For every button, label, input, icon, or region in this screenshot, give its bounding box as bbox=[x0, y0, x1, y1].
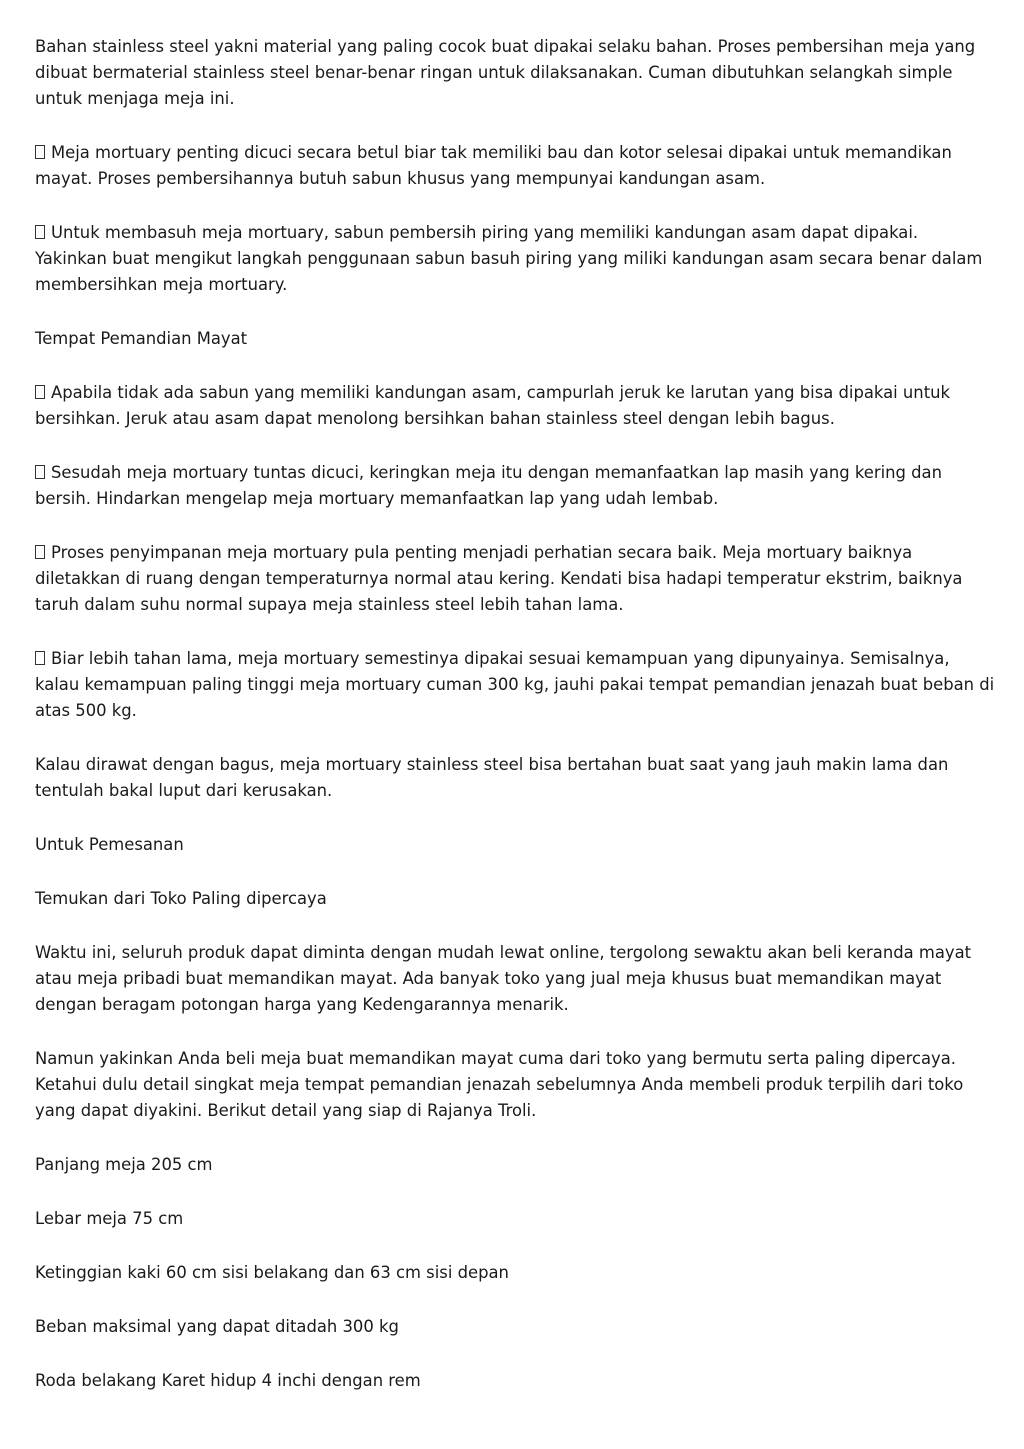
section-heading: Temukan dari Toko Paling dipercaya bbox=[35, 889, 327, 908]
bullet-box-icon bbox=[35, 385, 45, 399]
spec-item: Roda belakang Karet hidup 4 inchi dengan rem bbox=[35, 1371, 421, 1390]
bullet-box-icon bbox=[35, 145, 45, 159]
bullet-box-icon bbox=[35, 545, 45, 559]
bullet-box-icon bbox=[35, 225, 45, 239]
paragraph: Proses penyimpanan meja mortuary pula penting menjadi perhatian secara baik. Meja mortuary baiknya diletakkan di ruang dengan temperaturnya normal atau kering. Kendati bisa hadapi temperatur ekstrim, baiknya taruh dalam suhu normal supaya meja stainless steel lebih tahan lama. bbox=[35, 543, 963, 614]
paragraph: Apabila tidak ada sabun yang memiliki kandungan asam, campurlah jeruk ke larutan yang bisa dipakai untuk bersihkan. Jeruk atau asam dapat menolong bersihkan bahan stainless steel dengan lebih bagus. bbox=[35, 383, 951, 428]
paragraph: Untuk membasuh meja mortuary, sabun pembersih piring yang memiliki kandungan asam dapat dipakai. Yakinkan buat mengikut langkah penggunaan sabun basuh piring yang miliki kandungan asam secara benar dalam membersihkan meja mortuary. bbox=[35, 223, 983, 294]
bullet-box-icon bbox=[35, 465, 45, 479]
spec-item: Ketinggian kaki 60 cm sisi belakang dan 63 cm sisi depan bbox=[35, 1263, 509, 1282]
paragraph: Kalau dirawat dengan bagus, meja mortuary stainless steel bisa bertahan buat saat yang jauh makin lama dan tentulah bakal luput dari kerusakan. bbox=[35, 755, 949, 800]
paragraph: Meja mortuary penting dicuci secara betul biar tak memiliki bau dan kotor selesai dipakai untuk memandikan mayat. Proses pembersihannya butuh sabun khusus yang mempunyai kandungan asam. bbox=[35, 143, 952, 188]
paragraph: Sesudah meja mortuary tuntas dicuci, keringkan meja itu dengan memanfaatkan lap masih yang kering dan bersih. Hindarkan mengelap meja mortuary memanfaatkan lap yang udah lembab. bbox=[35, 463, 942, 508]
section-heading: Tempat Pemandian Mayat bbox=[35, 329, 248, 348]
spec-item: Beban maksimal yang dapat ditadah 300 kg bbox=[35, 1317, 399, 1336]
paragraph: Bahan stainless steel yakni material yang paling cocok buat dipakai selaku bahan. Proses pembersihan meja yang dibuat bermaterial stainless steel benar-benar ringan untuk dilaksanakan. Cuman dibutuhkan selangkah simple untuk menjaga meja ini. bbox=[35, 37, 976, 108]
paragraph: Namun yakinkan Anda beli meja buat memandikan mayat cuma dari toko yang bermutu serta paling dipercaya. Ketahui dulu detail singkat meja tempat pemandian jenazah sebelumnya Anda membeli produk terpilih dari toko yang dapat diyakini. Berikut detail yang siap di Rajanya Troli. bbox=[35, 1049, 964, 1120]
paragraph: Waktu ini, seluruh produk dapat diminta dengan mudah lewat online, tergolong sewaktu akan beli keranda mayat atau meja pribadi buat memandikan mayat. Ada banyak toko yang jual meja khusus buat memandikan mayat dengan beragam potongan harga yang Kedengarannya menarik. bbox=[35, 943, 972, 1014]
paragraph: Biar lebih tahan lama, meja mortuary semestinya dipakai sesuai kemampuan yang dipunyainya. Semisalnya, kalau kemampuan paling tinggi meja mortuary cuman 300 kg, jauhi pakai tempat pemandian jenazah buat beban di atas 500 kg. bbox=[35, 649, 995, 720]
spec-item: Panjang meja 205 cm bbox=[35, 1155, 213, 1174]
document-page bbox=[35, 34, 995, 1422]
spec-item: Lebar meja 75 cm bbox=[35, 1209, 184, 1228]
bullet-box-icon bbox=[35, 651, 45, 665]
section-heading: Untuk Pemesanan bbox=[35, 835, 184, 854]
